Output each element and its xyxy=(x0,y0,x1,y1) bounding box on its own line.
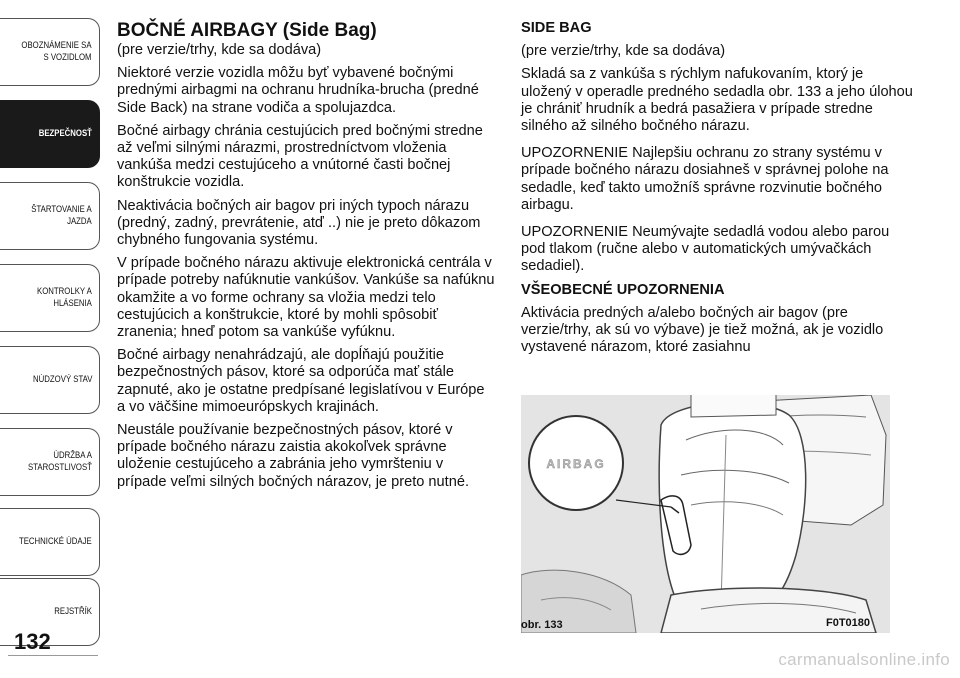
tab-label: TECHNICKÉ ÚDAJE xyxy=(19,536,92,547)
page-number-rule xyxy=(8,655,98,656)
paragraph: Bočné airbagy chránia cestujúcich pred bočnými stredne až veľmi silnými nárazmi, prostredníctvom vloženia vankúša medzi cestujúceho a vnútorné časti bočnej konštrukcie vozidla. xyxy=(117,122,483,191)
section-subtitle: (pre verzie/trhy, kde sa dodáva) xyxy=(117,42,322,58)
tab-label: KONTROLKY A HLÁSENIA xyxy=(37,286,92,309)
warning-paragraph: UPOZORNENIE Najlepšiu ochranu zo strany systému v prípade bočného nárazu dosiahneš v správnej polohe na sedadle, keď takto umožníš správne rozvinutie bočného airbagu. xyxy=(521,145,889,213)
tab-label: OBOZNÁMENIE SA S VOZIDLOM xyxy=(21,40,92,63)
tab-startovanie[interactable] xyxy=(0,182,100,250)
paragraph: Neaktivácia bočných air bagov pri iných typoch nárazu (predný, zadný, prevrátenie, atď ..) nie je preto dôkazom chybného fungovania systému. xyxy=(117,197,481,249)
paragraph: Neustále používanie bezpečnostných pásov, ktoré v prípade bočného nárazu zaistia akokoľvek správne uloženie cestujúceho a zabránia jeho vymršteniu v prípade veľmi silných bočných nárazov, je preto nutné. xyxy=(117,422,469,490)
tab-label: REJSTŘÍK xyxy=(54,606,92,617)
airbag-badge-label: AIRBAG xyxy=(546,457,606,471)
page-number: 132 xyxy=(14,629,51,654)
watermark: carmanualsonline.info xyxy=(778,650,950,669)
tab-oboznamenie[interactable] xyxy=(0,18,100,86)
tab-label: NÚDZOVÝ STAV xyxy=(32,374,92,385)
seat-illustration xyxy=(521,395,890,633)
paragraph: Aktivácia predných a/alebo bočných air bagov (pre verzie/trhy, ak sú vo výbave) je tiež možná, ak je vozidlo vystavené nárazom, ktoré zasiahnu xyxy=(521,304,884,356)
tab-kontrolky[interactable] xyxy=(0,264,100,332)
general-warnings-title: VŠEOBECNÉ UPOZORNENIA xyxy=(521,281,725,298)
right-column xyxy=(521,20,913,362)
figure-code: F0T0180 xyxy=(826,617,871,629)
warning-paragraph: UPOZORNENIE Neumývajte sedadlá vodou alebo parou pod tlakom (ručne alebo v automatických umývačkách sedadiel). xyxy=(521,224,890,275)
figure-caption: obr. 133 xyxy=(521,619,563,631)
section-title: BOČNÉ AIRBAGY (Side Bag) xyxy=(117,20,377,41)
tab-udrzba[interactable] xyxy=(0,428,100,496)
tab-label: ŠTARTOVANIE A JAZDA xyxy=(31,204,92,227)
paragraph: Bočné airbagy nenahrádzajú, ale dopĺňajú použitie bezpečnostných pásov, ktoré sa odporúča mať stále zapnuté, ako je ostatne predpísané legislatívou v Európe a vo väčšine mimoeurópskych krajinách. xyxy=(117,347,485,415)
paragraph: Niektoré verzie vozidla môžu byť vybavené bočnými prednými airbagmi na ochranu hrudníka-brucha (predné Side Back) na strane vodiča a spolujazdca. xyxy=(117,65,479,116)
tab-label: BEZPEČNOSŤ xyxy=(38,128,92,139)
tab-nudzovy-stav[interactable] xyxy=(0,346,100,414)
paragraph: Skladá sa z vankúša s rýchlym nafukovaním, ktorý je uložený v operadle predného sedadla obr. 133 a jeho úlohou je chrániť hrudník a bedrá pasažiera v prípade stredne silného až silného bočného nárazu. xyxy=(521,66,913,135)
subsection-subtitle: (pre verzie/trhy, kde sa dodáva) xyxy=(521,43,726,60)
subsection-title: SIDE BAG xyxy=(521,20,592,36)
tab-bezpecnost[interactable] xyxy=(0,100,100,168)
figure-seat-airbag xyxy=(521,395,890,633)
paragraph: V prípade bočného nárazu aktivuje elektronická centrála v prípade potreby nafúknutie vankúšov. Vankúše sa nafúknu okamžite a vo forme ochrany sa vložia medzi telo cestujúcich a konštrukcie, ktoré by mohli spôsobiť zranenia; hneď potom sa vankúše vyfúknu. xyxy=(117,255,495,341)
left-column xyxy=(117,20,495,497)
tab-technicke-udaje[interactable] xyxy=(0,508,100,576)
tab-label: ÚDRŽBA A STAROSTLIVOSŤ xyxy=(28,450,92,473)
